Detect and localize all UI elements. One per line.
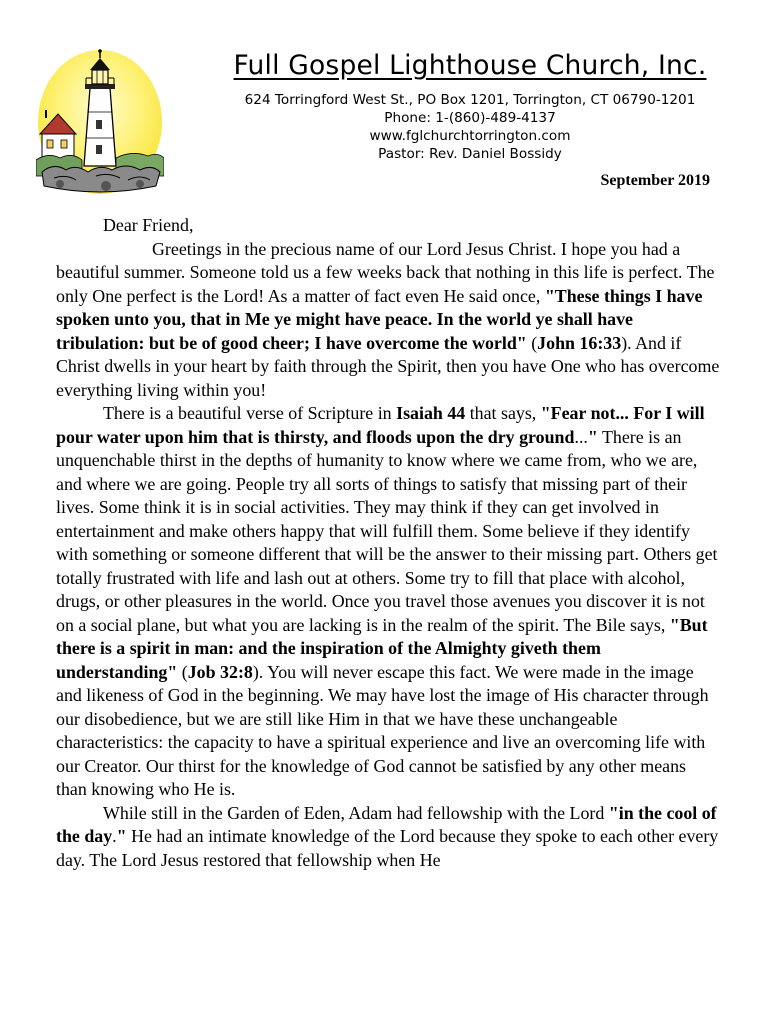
salutation: Dear Friend, (103, 215, 194, 235)
scripture-quote-end: " (116, 826, 127, 846)
scripture-reference: Isaiah 44 (396, 403, 466, 423)
text-run: that says, (465, 403, 541, 423)
text-run: ( (177, 661, 188, 682)
text-run: ). And if Christ dwells in your heart by faith through the Spirit, then you have One who has overcome everything living within you! (56, 332, 720, 400)
text-run: There is an unquenchable thirst in the depths of humanity to know where we came from, who we are, and where we are going. People try all sorts of things to satisfy that missing part of their lives. Some think it is in social activities. They may think if they can get involved in entertainment and make others happy that will fulfill them. Some believe if they identify with something or someone different that will be the answer to their missing part. Others get totally frustrated with life and lash out at others. Some try to fill that place with alcohol, drugs, or other pleasures in the world. Once you travel those avenues you discover it is not on a social plane, but what you are lacking is in the realm of the spirit. The Bile says, (56, 426, 718, 635)
text-run: He had an intimate knowledge of the Lord because they spoke to each other every day. The Lord Jesus restored that fellowship when He (56, 826, 719, 870)
text-run: There is a beautiful verse of Scripture in (103, 403, 397, 423)
church-phone: Phone: 1-(860)-489-4137 (384, 110, 556, 126)
text-run: ( (526, 332, 538, 353)
text-run: ... (574, 426, 588, 447)
scripture-reference: Job 32:8 (187, 661, 253, 682)
church-name: Full Gospel Lighthouse Church, Inc. (233, 50, 707, 81)
text-run: Greetings in the precious name of our Lord Jesus Christ. I hope you had a beautiful summer. Someone told us a few weeks back that nothing in this life is perfect. The only One perfect is the Lord! As a matter of fact even He said once, (56, 238, 715, 306)
lighthouse-logo (36, 48, 164, 196)
contact-block (160, 91, 768, 163)
scripture-quote: "But there is a spirit in man: and the inspiration of the Almighty giveth them understanding" (56, 614, 708, 682)
scripture-quote: "in the cool of the day (56, 802, 717, 846)
text-run: . (112, 826, 117, 846)
scripture-quote-end: " (587, 426, 598, 447)
scripture-quote: "Fear not... For I will pour water upon him that is thirsty, and floods upon the dry ground (56, 403, 705, 447)
pastor-name: Pastor: Rev. Daniel Bossidy (378, 146, 562, 162)
church-address: 624 Torringford West St., PO Box 1201, Torrington, CT 06790-1201 (244, 92, 696, 108)
paragraph-3 (56, 802, 720, 873)
church-website: www.fglchurchtorrington.com (369, 128, 571, 144)
scripture-quote: "These things I have spoken unto you, that in Me ye might have peace. In the world ye shall have tribulation: but be of good cheer; I have overcome the world" (56, 285, 703, 353)
text-run: ). You will never escape this fact. We were made in the image and likeness of God in the beginning. We may have lost the image of His character through our disobedience, but we are still like Him in that we have these unchangeable characteristics: the capacity to have a spiritual experience and live an overcoming life with our Creator. Our thirst for the knowledge of God cannot be satisfied by any other means than knowing who He is. (56, 661, 709, 799)
text-run: While still in the Garden of Eden, Adam had fellowship with the Lord (103, 802, 609, 823)
letter-date: September 2019 (600, 172, 710, 189)
paragraph-2 (56, 402, 720, 802)
paragraph-1 (56, 238, 720, 403)
scripture-reference: John 16:33 (537, 332, 622, 353)
letter-body (56, 214, 720, 872)
